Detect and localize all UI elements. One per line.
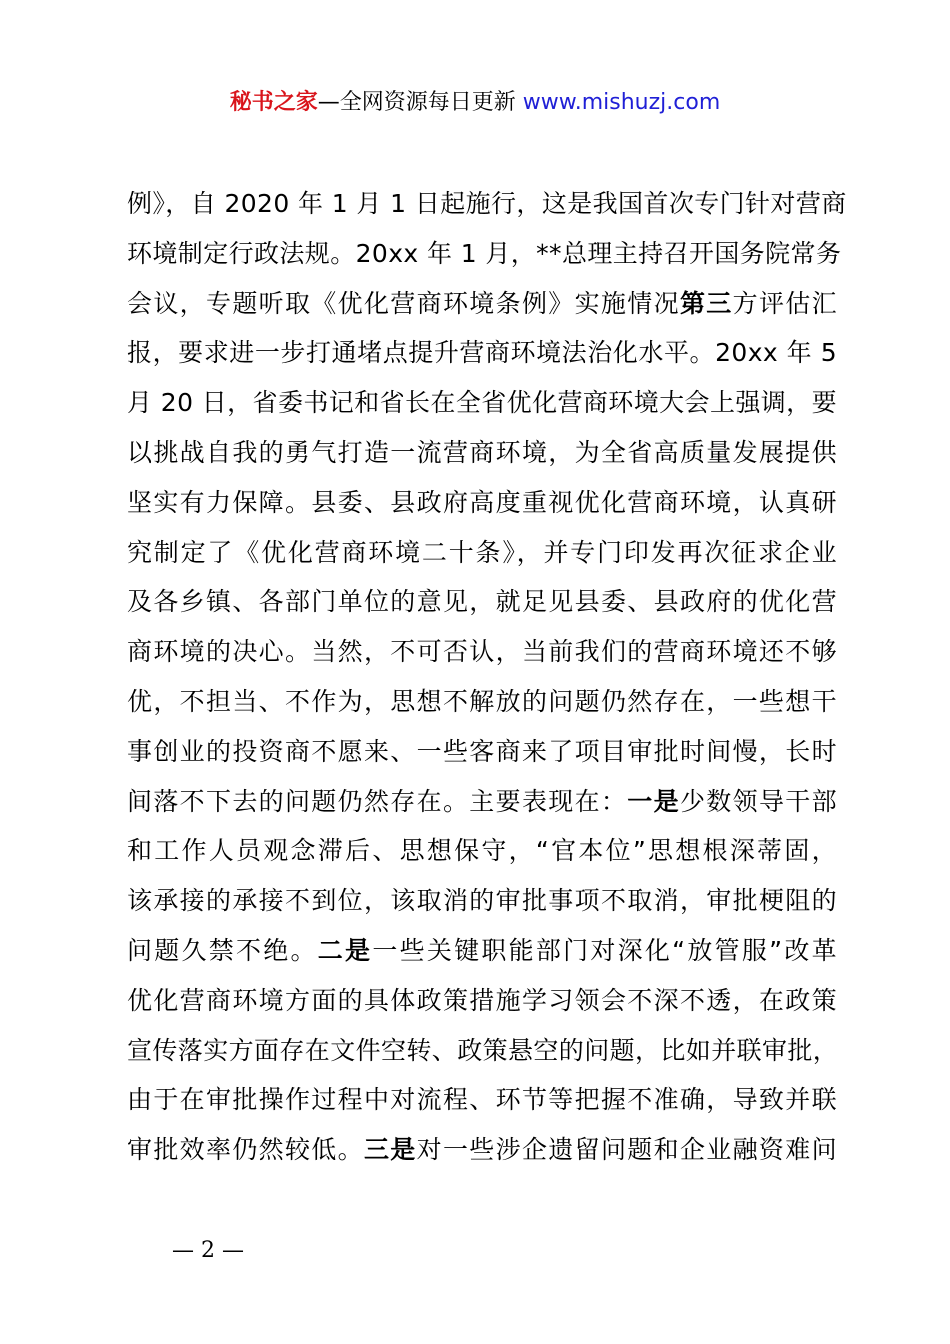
line-text: 间落不下去的问题仍然存在。主要表现在： <box>127 786 628 816</box>
line-text: 由于在审批操作过程中对流程、环节等把握不准确，导致并联 <box>127 1085 837 1115</box>
page-header <box>0 86 950 120</box>
line-text: 一些关键职能部门对深化“放管服”改革 <box>372 935 837 965</box>
text-line <box>127 627 837 677</box>
text-line <box>127 1026 837 1076</box>
text-line <box>127 677 837 727</box>
line-text: 报，要求进一步打通堵点提升营商环境法治化水平。20xx 年 5 <box>127 338 837 368</box>
line-text: 坚实有力保障。县委、县政府高度重视优化营商环境，认真研 <box>127 487 837 517</box>
line-text: 事创业的投资商不愿来、一些客商来了项目审批时间慢，长时 <box>127 736 837 766</box>
line-text: 审批效率仍然较低。 <box>127 1135 364 1165</box>
line-text: 宣传落实方面存在文件空转、政策悬空的问题，比如并联审批， <box>127 1035 839 1065</box>
text-line <box>127 528 837 578</box>
text-line <box>127 279 837 329</box>
text-line <box>127 328 837 378</box>
page-number: — 2 — <box>172 1238 244 1263</box>
line-text: 和工作人员观念滞后、思想保守，“官本位”思想根深蒂固， <box>127 836 837 866</box>
brand-name: 秘书之家 <box>229 90 318 115</box>
line-text: 优化营商环境方面的具体政策措施学习领会不深不透，在政策 <box>127 985 837 1015</box>
line-text: 究制定了《优化营商环境二十条》，并专门印发再次征求企业 <box>127 537 837 567</box>
text-line <box>127 976 837 1026</box>
line-text: 以挑战自我的勇气打造一流营商环境，为全省高质量发展提供 <box>127 437 837 467</box>
text-line <box>127 378 837 428</box>
line-text: 对一些涉企遗留问题和企业融资难问 <box>416 1135 837 1165</box>
line-text: 方评估汇 <box>732 288 837 318</box>
line-text: 问题久禁不绝。 <box>127 935 318 965</box>
text-line <box>127 926 837 976</box>
emphasis-text: 第三 <box>679 288 733 318</box>
line-text: 及各乡镇、各部门单位的意见，就足见县委、县政府的优化营 <box>127 587 837 617</box>
emphasis-text: 二是 <box>317 935 373 965</box>
emphasis-text: 一是 <box>627 786 680 816</box>
text-line <box>127 478 837 528</box>
line-text: 会议，专题听取《优化营商环境条例》实施情况 <box>127 288 680 318</box>
text-line <box>127 179 847 229</box>
line-text: 商环境的决心。当然，不可否认，当前我们的营商环境还不够 <box>127 637 837 667</box>
line-text: 环境制定行政法规。20xx 年 1 月，**总理主持召开国务院常务 <box>127 238 842 268</box>
text-line <box>127 1075 837 1125</box>
line-text: 优，不担当、不作为，思想不解放的问题仍然存在，一些想干 <box>127 686 837 716</box>
line-text: 少数领导干部 <box>679 786 838 816</box>
line-text: 月 20 日，省委书记和省长在全省优化营商环境大会上强调，要 <box>127 388 837 418</box>
header-slogan: —全网资源每日更新 <box>317 90 516 115</box>
emphasis-text: 三是 <box>363 1135 417 1165</box>
text-line <box>127 428 837 478</box>
text-line <box>127 876 837 926</box>
line-text: 该承接的承接不到位，该取消的审批事项不取消，审批梗阻的 <box>127 886 837 916</box>
line-text: 例》，自 2020 年 1 月 1 日起施行，这是我国首次专门针对营商 <box>127 189 847 218</box>
text-line <box>127 229 842 279</box>
header-website-link[interactable]: www.mishuzj.com <box>522 90 721 115</box>
text-line <box>127 1125 837 1175</box>
text-line <box>127 727 837 777</box>
text-line <box>127 826 837 876</box>
text-line <box>127 777 837 827</box>
text-line <box>127 577 837 627</box>
document-body <box>127 179 847 1175</box>
